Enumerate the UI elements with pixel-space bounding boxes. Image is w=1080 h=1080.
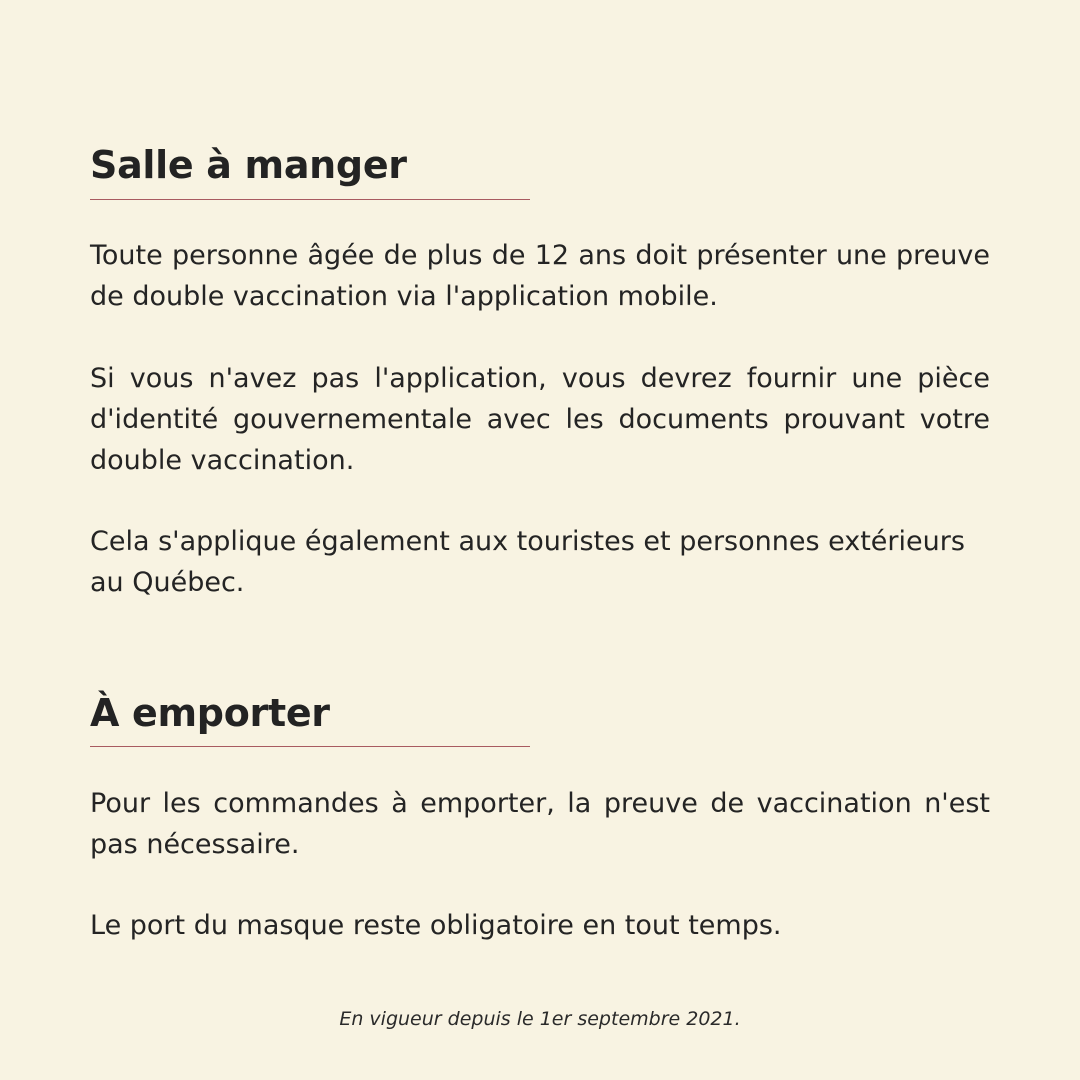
dining-room-heading: Salle à manger [90,143,407,187]
takeout-mask-note: Le port du masque reste obligatoire en tout temps. [90,910,782,941]
takeout-heading: À emporter [90,691,330,735]
takeout-vaccination-note: Pour les commandes à emporter, la preuve de vaccination n'est pas nécessaire. [90,788,990,860]
effective-date-note: En vigueur depuis le 1er septembre 2021. [339,1008,741,1030]
takeout-divider [90,746,530,747]
dining-room-divider [90,199,530,200]
dining-id-requirement: Si vous n'avez pas l'application, vous devrez fournir une pièce d'identité gouvernementale avec les documents prouvant votre double vaccination. [90,363,990,476]
dining-vaccination-requirement: Toute personne âgée de plus de 12 ans doit présenter une preuve de double vaccination via l'application mobile. [90,240,990,312]
takeout-section [90,690,990,941]
dining-room-section [90,142,990,598]
dining-tourists-note: Cela s'applique également aux touristes et personnes extérieurs au Québec. [90,526,965,598]
